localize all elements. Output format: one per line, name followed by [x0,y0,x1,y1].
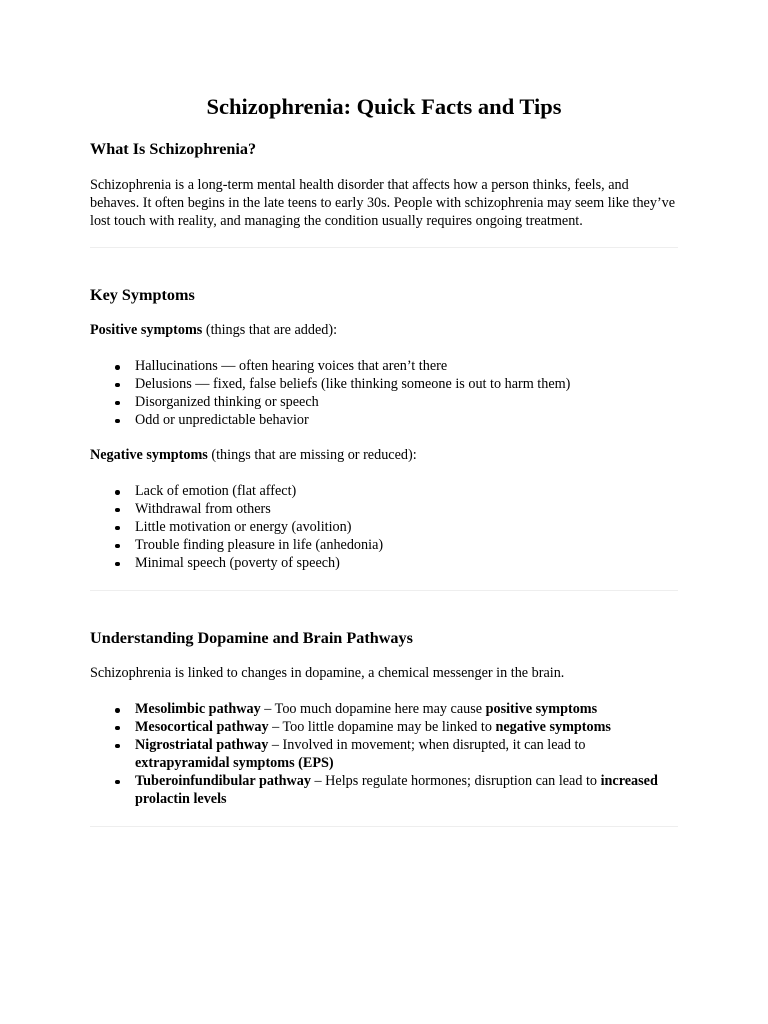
section-divider [90,590,678,591]
negative-symptoms-label: Negative symptoms [90,447,208,463]
pathway-desc: – Helps regulate hormones; disruption can lead to [310,772,601,789]
positive-symptoms-list [90,358,678,430]
pathway-item [90,719,678,737]
section-divider [90,247,678,248]
list-item: Little motivation or energy (avolition) [90,519,678,537]
list-item: Disorganized thinking or speech [90,394,678,412]
pathway-effect: negative symptoms [495,718,611,735]
list-item: Minimal speech (poverty of speech) [90,555,678,573]
pathway-name: Nigrostriatal pathway [135,736,269,753]
positive-symptoms-intro [90,322,678,340]
negative-symptoms-desc: (things that are missing or reduced): [207,447,417,463]
pathway-name: Mesocortical pathway [135,718,269,735]
pathway-desc: – Too little dopamine may be linked to [268,718,496,735]
pathway-item [90,737,678,773]
page-title: Schizophrenia: Quick Facts and Tips [206,94,562,119]
list-item: Delusions — fixed, false beliefs (like thinking someone is out to harm them) [90,376,678,394]
pathway-name: Mesolimbic pathway [135,701,261,717]
pathway-name: Tuberoinfundibular pathway [135,772,311,789]
pathway-item [90,773,678,809]
list-item: Withdrawal from others [90,501,678,519]
pathway-effect: positive symptoms [485,701,598,717]
pathway-effect: increased prolactin levels [135,772,658,807]
list-item: Odd or unpredictable behavior [90,412,678,430]
dopamine-intro: Schizophrenia is linked to changes in dopamine, a chemical messenger in the brain. [90,665,565,681]
section-divider [90,826,678,827]
pathway-effect: extrapyramidal symptoms (EPS) [135,754,334,771]
list-item: Hallucinations — often hearing voices that aren’t there [90,358,678,376]
list-item: Lack of emotion (flat affect) [90,483,678,501]
section-heading-dopamine: Understanding Dopamine and Brain Pathways [90,629,413,647]
pathway-desc: – Too much dopamine here may cause [260,701,486,717]
section-heading-symptoms: Key Symptoms [90,286,195,304]
section-heading-what-is: What Is Schizophrenia? [90,140,257,158]
pathway-item [90,701,678,719]
pathway-desc: – Involved in movement; when disrupted, it can lead to [268,736,586,753]
positive-symptoms-label: Positive symptoms [90,322,203,338]
pathways-list [90,701,678,808]
negative-symptoms-intro [90,447,678,465]
what-is-paragraph: Schizophrenia is a long-term mental health disorder that affects how a person thinks, feels, and behaves. It often begins in the late teens to early 30s. People with schizophrenia may seem like they’ve lost touch with reality, and managing the condition usually requires ongoing treatment. [90,177,676,229]
negative-symptoms-list [90,483,678,573]
positive-symptoms-desc: (things that are added): [202,322,338,338]
list-item: Trouble finding pleasure in life (anhedonia) [90,537,678,555]
